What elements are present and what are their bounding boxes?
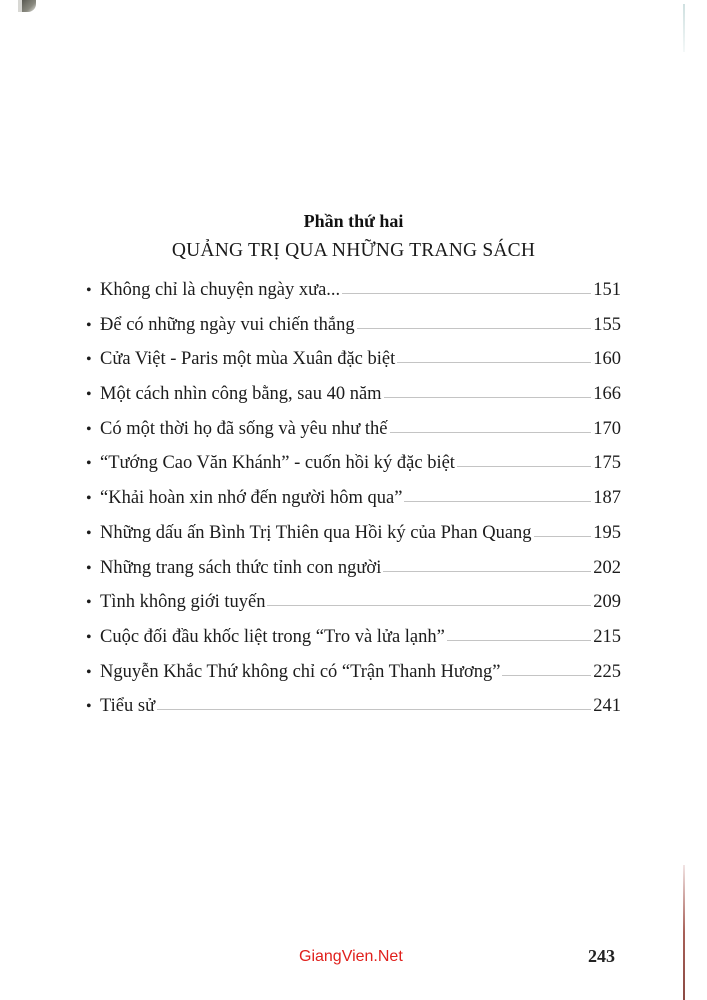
toc-entry-title: Cuộc đối đầu khốc liệt trong “Tro và lửa lạnh” — [100, 626, 445, 647]
toc-entry-page: 151 — [593, 280, 621, 300]
toc-entry[interactable] — [86, 662, 621, 697]
dot-leader — [457, 466, 591, 467]
dot-leader — [384, 397, 592, 398]
toc-entry-page: 225 — [593, 661, 621, 682]
section-title: QUẢNG TRỊ QUA NHỮNG TRANG SÁCH — [171, 240, 536, 261]
toc-entry-title: Những dấu ấn Bình Trị Thiên qua Hồi ký của Phan Quang — [100, 522, 532, 543]
bullet-icon: • — [86, 282, 92, 299]
toc-entry-title: Cửa Việt - Paris một mùa Xuân đặc biệt — [100, 349, 396, 370]
toc-entry-title: “Khải hoàn xin nhớ đến người hôm qua” — [100, 488, 403, 509]
bullet-icon: • — [86, 524, 92, 542]
dot-leader — [534, 536, 592, 537]
bullet-icon: • — [86, 559, 92, 577]
toc-entry-title: Tình không giới tuyến — [100, 592, 266, 613]
toc-entry-title: Một cách nhìn công bằng, sau 40 năm — [100, 384, 382, 405]
bullet-icon: • — [86, 316, 92, 334]
toc-entry-page: 155 — [593, 314, 621, 335]
bullet-icon: • — [86, 628, 92, 646]
toc-entry-title: Nguyễn Khắc Thứ không chỉ có “Trận Thanh Hương” — [100, 661, 501, 682]
toc-entry-title: Có một thời họ đã sống và yêu như thế — [100, 418, 388, 439]
toc-entry-page: 209 — [593, 592, 621, 613]
toc-entry[interactable] — [86, 627, 621, 662]
scan-corner-mark — [22, 0, 36, 12]
toc-entry-page: 202 — [593, 557, 621, 578]
bullet-icon: • — [86, 490, 92, 508]
toc-entry-page: 187 — [593, 488, 621, 509]
bullet-icon: • — [86, 351, 92, 369]
toc-entry[interactable] — [86, 488, 621, 523]
toc-entry-title: Để có những ngày vui chiến thắng — [100, 314, 355, 335]
bullet-icon: • — [86, 420, 92, 438]
toc-entry[interactable] — [86, 696, 621, 731]
toc-entry-title: Tiểu sử — [100, 696, 156, 717]
toc-entry[interactable] — [86, 315, 621, 350]
toc-entry[interactable] — [86, 349, 621, 384]
toc-entry[interactable] — [86, 558, 621, 593]
dot-leader — [157, 709, 591, 710]
dot-leader — [447, 640, 591, 641]
toc-entry-title: Không chỉ là chuyện ngày xưa... — [100, 280, 341, 300]
toc-entry[interactable] — [86, 419, 621, 454]
toc-entry[interactable] — [86, 453, 621, 488]
dot-leader — [357, 328, 592, 329]
section-label: Phần thứ hai — [303, 211, 404, 231]
toc-entry-page: 175 — [593, 453, 621, 474]
page-number: 243 — [588, 946, 615, 966]
page-edge-bottom — [683, 865, 685, 1000]
dot-leader — [383, 571, 591, 572]
table-of-contents — [86, 280, 621, 731]
toc-entry[interactable] — [86, 384, 621, 419]
toc-entry-page: 166 — [593, 384, 621, 405]
toc-entry[interactable] — [86, 523, 621, 558]
dot-leader — [390, 432, 592, 433]
bullet-icon: • — [86, 663, 92, 681]
dot-leader — [267, 605, 591, 606]
toc-entry-page: 195 — [593, 522, 621, 543]
toc-entry-title: Những trang sách thức tỉnh con người — [100, 557, 382, 578]
bullet-icon: • — [86, 698, 92, 716]
toc-entry-page: 170 — [593, 418, 621, 439]
toc-entry-page: 160 — [593, 349, 621, 370]
page-edge-top — [683, 4, 685, 52]
dot-leader — [342, 293, 591, 294]
dot-leader — [397, 362, 591, 363]
dot-leader — [502, 675, 591, 676]
watermark-link[interactable]: GiangVien.Net — [299, 948, 403, 965]
toc-entry-page: 215 — [593, 626, 621, 647]
toc-entry[interactable] — [86, 592, 621, 627]
toc-entry-page: 241 — [593, 696, 621, 717]
bullet-icon: • — [86, 594, 92, 612]
toc-entry[interactable] — [86, 280, 621, 315]
dot-leader — [404, 501, 591, 502]
toc-entry-title: “Tướng Cao Văn Khánh” - cuốn hồi ký đặc biệt — [100, 453, 455, 474]
bullet-icon: • — [86, 386, 92, 404]
bullet-icon: • — [86, 455, 92, 473]
